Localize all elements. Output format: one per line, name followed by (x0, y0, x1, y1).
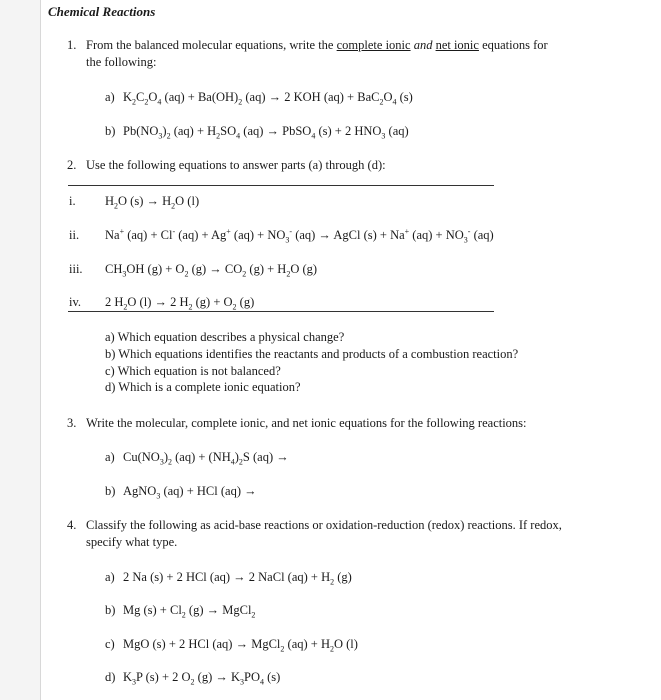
page-title: Chemical Reactions (48, 4, 156, 19)
q2-number: 2. (67, 158, 77, 172)
divider-bottom (68, 311, 494, 312)
q1-text-line2: the following: (86, 55, 157, 69)
q4a-label: a) (105, 570, 115, 584)
eq-iv: 2 $H_2O$ (l) → 2 $H_2$ $(g) + O_2$ (g) (105, 295, 255, 312)
q4-number: 4. (67, 518, 77, 532)
q1a-label: a) (105, 90, 115, 104)
q2-part-c: c) Which equation is not balanced? (105, 364, 281, 378)
q4d-label: d) (105, 670, 116, 684)
q4d-equation: $K_3P$ (s) + 2 $O_2$ $(g) \to K_3PO_4$ (s) (123, 670, 281, 687)
eq-iii: $CH_3OH$ $(g) + O_2$ $(g) \to CO_2$ $(g) + H_2O$ (g) (105, 262, 318, 279)
eq-ii-label: ii. (69, 228, 80, 242)
q4b-equation: Mg $(s) + Cl_2$ (g) → MgCl$_2$ (123, 603, 256, 620)
q2-part-a: a) Which equation describes a physical change? (105, 330, 345, 344)
q2-part-d: d) Which is a complete ionic equation? (105, 380, 301, 394)
q4-text-line2: specify what type. (86, 535, 178, 549)
q3b-equation: AgNO$_3$ (aq) + HCl (aq) → (123, 484, 257, 501)
q4c-label: c) (105, 637, 115, 651)
q2-text: Use the following equations to answer parts (a) through (d): (86, 158, 386, 172)
worksheet-page (40, 0, 661, 700)
q1a-equation: $K_2C_2O_4$ $(aq) + Ba(OH)_2$ (aq) → 2 KOH $(aq) + BaC_2O_4$ (s) (123, 90, 413, 107)
q4b-label: b) (105, 603, 116, 617)
q3a-equation: $Cu(NO_3)_2$ $(aq) + (NH_4)_2S$ (aq) → (123, 450, 289, 467)
q4a-equation: 2 Na (s) + 2 HCl (aq) → 2 NaCl $(aq) + H_2$ (g) (123, 570, 352, 587)
q1b-equation: $Pb(NO_3)_2$ $(aq) + H_2SO_4$ (aq) → PbSO$_4$ (s) + 2 $HNO_3$ (aq) (123, 124, 409, 141)
eq-iii-label: iii. (69, 262, 83, 276)
q1-number: 1. (67, 38, 77, 52)
q3b-label: b) (105, 484, 116, 498)
eq-i: $H_2O$ $(s) \to H_2O$ (l) (105, 194, 200, 211)
q1-text-line1: From the balanced molecular equations, write the complete ionic and net ionic equations for (86, 38, 548, 52)
eq-iv-label: iv. (69, 295, 82, 309)
q1b-label: b) (105, 124, 116, 138)
q3-number: 3. (67, 416, 77, 430)
q2-part-b: b) Which equations identifies the reactants and products of a combustion reaction? (105, 347, 519, 361)
q4c-equation: MgO (s) + 2 HCl (aq) → MgCl$_2$ $(aq) + H_2O$ (l) (123, 637, 358, 654)
divider-top (68, 185, 494, 186)
q4-text-line1: Classify the following as acid-base reactions or oxidation-reduction (redox) reactions. If redox, (86, 518, 562, 532)
eq-i-label: i. (69, 194, 76, 208)
eq-ii: Na+ (aq) + Cl- (aq) + Ag+ $(aq) + NO_3^-$ (aq) → AgCl (s) + Na+ $(aq) + NO_3^-$ (aq) (105, 226, 494, 245)
q3-text: Write the molecular, complete ionic, and net ionic equations for the following reactions: (86, 416, 527, 430)
q3a-label: a) (105, 450, 115, 464)
